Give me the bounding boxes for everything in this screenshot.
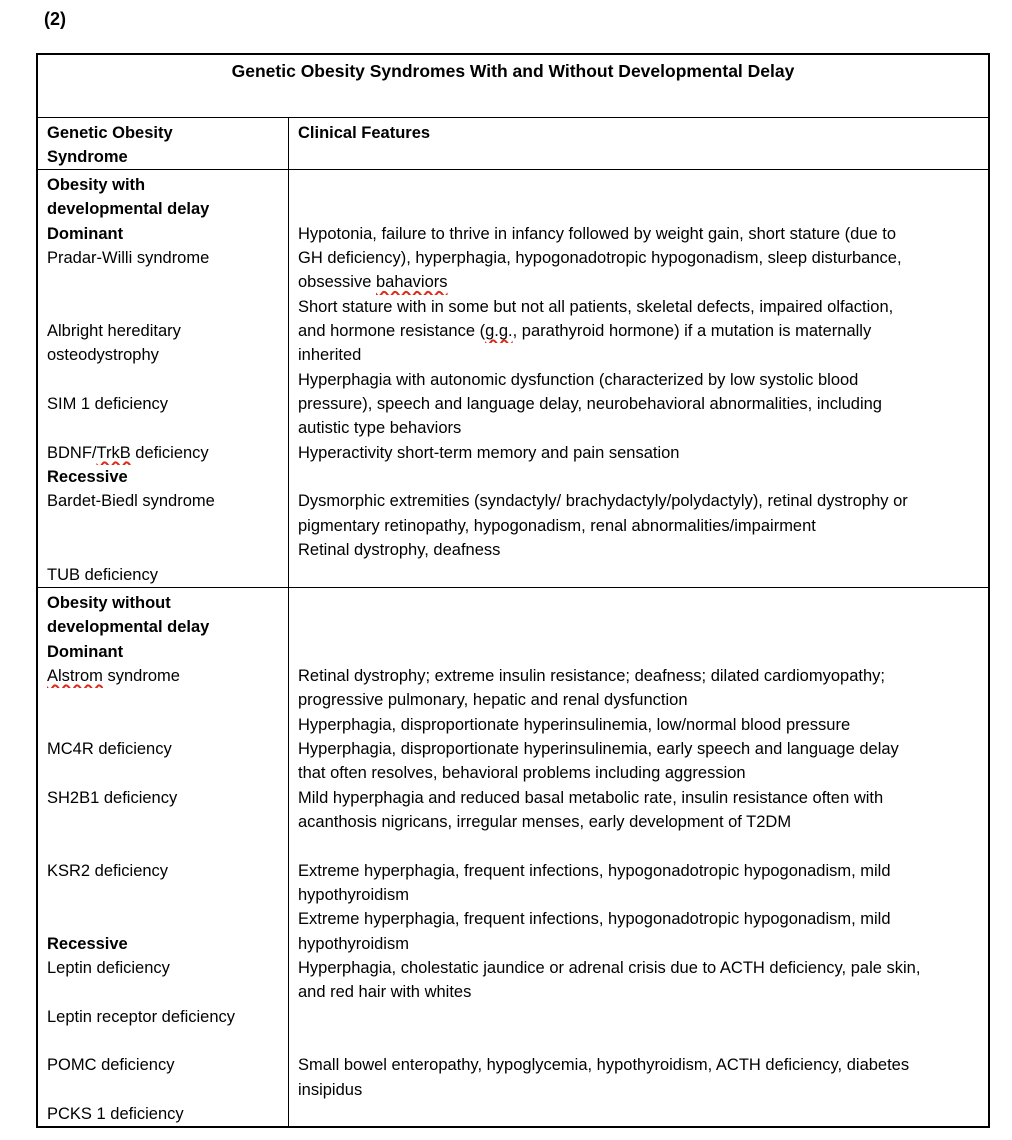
features-text-line: inherited (298, 346, 362, 365)
features-text-line: Hyperphagia, cholestatic jaundice or adrenal crisis due to ACTH deficiency, pale skin, (298, 959, 921, 977)
syndrome-text-line: Alstrom syndrome (47, 666, 180, 685)
blank-line (47, 295, 279, 319)
syndrome-text-line: Dominant (47, 224, 124, 243)
features-text-line: progressive pulmonary, hepatic and renal dysfunction (298, 691, 688, 710)
blank-line (47, 1029, 279, 1053)
blank-line (47, 368, 279, 392)
features-text-line: Dysmorphic extremities (syndactyly/ brachydactyly/polydactyly), retinal dystrophy or (298, 492, 908, 511)
syndrome-text-line: Dominant (47, 642, 124, 661)
features-text-line: Extreme hyperphagia, frequent infections, hypogonadotropic hypogonadism, mild (298, 861, 891, 880)
features-text-line: Hyperphagia, disproportionate hyperinsulinemia, low/normal blood pressure (298, 715, 851, 734)
section-obesity-without-developmental-delay (38, 587, 988, 1127)
table-body (38, 170, 988, 1126)
syndrome-cell (38, 170, 289, 587)
blank-line (47, 883, 279, 907)
syndrome-text-line: Leptin deficiency (47, 959, 170, 977)
column-header-line: Genetic Obesity (47, 124, 173, 142)
syndrome-text-line: SIM 1 deficiency (47, 395, 169, 414)
blank-line (298, 1005, 979, 1029)
features-text-line: GH deficiency), hyperphagia, hypogonadotropic hypogonadism, sleep disturbance, (298, 249, 902, 268)
blank-line (298, 591, 979, 615)
features-text-line: Short stature with in some but not all patients, skeletal defects, impaired olfaction, (298, 297, 894, 316)
syndrome-text-line: Obesity with (47, 176, 146, 194)
features-text-line: obsessive bahaviors (298, 273, 448, 292)
column-header-genetic-obesity-syndrome (38, 118, 289, 169)
column-header-line: Syndrome (47, 148, 128, 167)
blank-line (298, 640, 979, 664)
features-text-line: Small bowel enteropathy, hypoglycemia, hypothyroidism, ACTH deficiency, diabetes (298, 1056, 910, 1075)
blank-line (298, 173, 979, 197)
features-cell (289, 588, 988, 1127)
features-text-line: Mild hyperphagia and reduced basal metabolic rate, insulin resistance often with (298, 788, 884, 807)
syndrome-text-line: Bardet-Biedl syndrome (47, 492, 215, 511)
blank-line (47, 834, 279, 858)
syndrome-text-line: KSR2 deficiency (47, 861, 169, 880)
blank-line (47, 514, 279, 538)
syndrome-text-line: Pradar-Willi syndrome (47, 249, 210, 268)
syndrome-text-line: Recessive (47, 468, 128, 487)
column-header-clinical-features (289, 118, 988, 169)
spellcheck-underline: g.g. (485, 322, 513, 341)
features-text-line: Hypotonia, failure to thrive in infancy followed by weight gain, short stature (due to (298, 224, 896, 243)
features-text-line: Retinal dystrophy, deafness (298, 541, 501, 560)
blank-line (47, 907, 279, 931)
spellcheck-underline: bahaviors (375, 273, 448, 292)
syndrome-text-line: PCKS 1 deficiency (47, 1105, 184, 1124)
features-text-line: hypothyroidism (298, 885, 409, 904)
features-cell (289, 170, 988, 587)
blank-line (47, 810, 279, 834)
syndrome-text-line: SH2B1 deficiency (47, 788, 178, 807)
features-text-line: Hyperphagia with autonomic dysfunction (characterized by low systolic blood (298, 370, 859, 389)
blank-line (298, 1029, 979, 1053)
blank-line (47, 980, 279, 1004)
blank-line (298, 465, 979, 489)
features-text-line: hypothyroidism (298, 934, 409, 953)
features-text-line: that often resolves, behavioral problems including aggression (298, 764, 746, 783)
section-obesity-with-developmental-delay (38, 170, 988, 587)
blank-line (47, 761, 279, 785)
features-text-line: acanthosis nigricans, irregular menses, early development of T2DM (298, 812, 792, 831)
blank-line (47, 1078, 279, 1102)
spellcheck-underline: Alstrom (47, 666, 103, 685)
syndrome-text-line: osteodystrophy (47, 346, 159, 365)
syndrome-text-line: Obesity without (47, 593, 171, 612)
syndrome-text-line: developmental delay (47, 618, 210, 637)
blank-line (47, 713, 279, 737)
syndrome-text-line: POMC deficiency (47, 1056, 175, 1075)
blank-line (47, 270, 279, 294)
blank-line (47, 416, 279, 440)
spellcheck-underline: TrkB (96, 443, 131, 462)
features-text-line: and red hair with whites (298, 983, 472, 1002)
features-text-line: Extreme hyperphagia, frequent infections, hypogonadotropic hypogonadism, mild (298, 910, 891, 929)
blank-line (298, 615, 979, 639)
features-text-line: pigmentary retinopathy, hypogonadism, renal abnormalities/impairment (298, 516, 816, 535)
syndrome-text-line: TUB deficiency (47, 565, 158, 584)
features-text-line: Hyperphagia, disproportionate hyperinsulinemia, early speech and language delay (298, 739, 899, 758)
syndrome-cell (38, 588, 289, 1127)
genetic-obesity-syndromes-table (36, 53, 990, 1128)
syndrome-text-line: Recessive (47, 934, 128, 953)
blank-line (47, 688, 279, 712)
blank-line (298, 197, 979, 221)
features-text-line: insipidus (298, 1080, 363, 1099)
syndrome-text-line: Albright hereditary (47, 322, 181, 341)
syndrome-text-line: MC4R deficiency (47, 739, 172, 758)
blank-line (47, 538, 279, 562)
syndrome-text-line: BDNF/TrkB deficiency (47, 443, 209, 462)
table-header-row (38, 118, 988, 170)
syndrome-text-line: developmental delay (47, 200, 210, 219)
features-text-line: and hormone resistance (g.g., parathyroid hormone) if a mutation is maternally (298, 322, 872, 341)
syndrome-text-line: Leptin receptor deficiency (47, 1007, 236, 1026)
features-text-line: Retinal dystrophy; extreme insulin resistance; deafness; dilated cardiomyopathy; (298, 666, 885, 685)
features-text-line: autistic type behaviors (298, 419, 462, 438)
features-text-line: Hyperactivity short-term memory and pain sensation (298, 443, 680, 462)
column-header-line: Clinical Features (298, 124, 431, 142)
table-title-row (38, 55, 988, 118)
table-title: Genetic Obesity Syndromes With and Without Developmental Delay (231, 61, 795, 81)
features-text-line: pressure), speech and language delay, neurobehavioral abnormalities, including (298, 395, 882, 414)
page-number-label: (2) (44, 9, 66, 29)
blank-line (298, 834, 979, 858)
